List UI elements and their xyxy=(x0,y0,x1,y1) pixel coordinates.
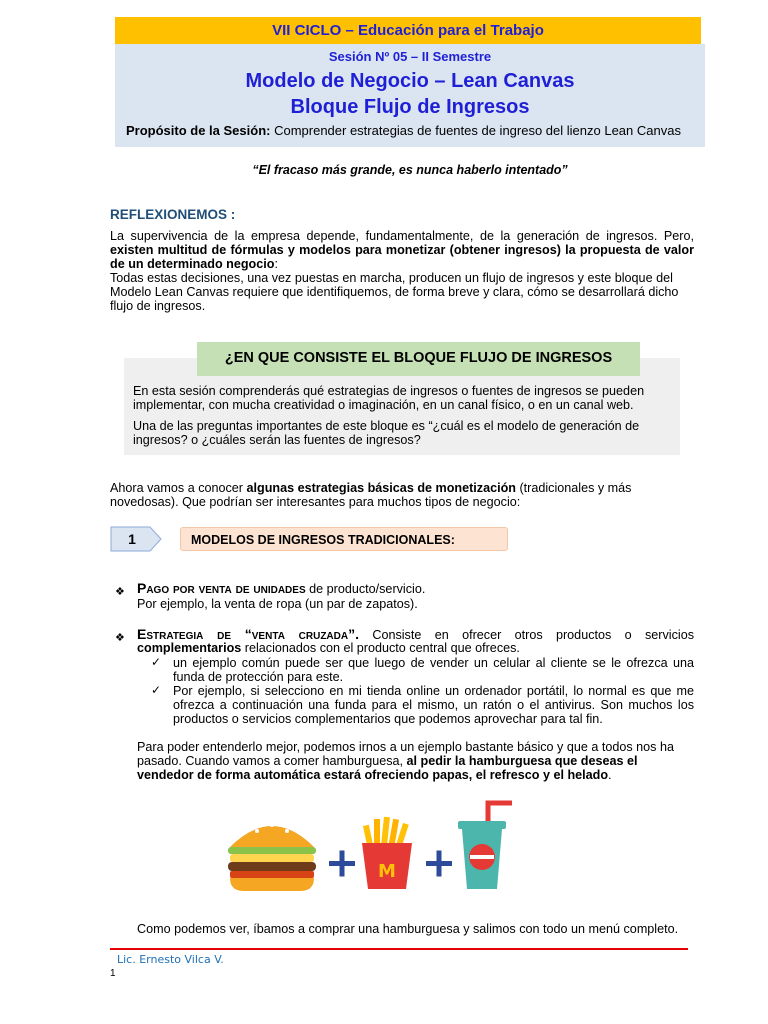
reflect-text: La supervivencia de la empresa depende, fundamentalmente, de la generación de ingresos. Pero, xyxy=(110,229,694,243)
page-subtitle: Bloque Flujo de Ingresos xyxy=(290,96,530,118)
page-number: 1 xyxy=(110,968,116,979)
intro-bold: algunas estrategias básicas de monetización xyxy=(246,481,516,495)
plus-icon xyxy=(426,851,452,877)
block-title: ¿EN QUE CONSISTE EL BLOQUE FLUJO DE INGRESOS xyxy=(197,342,640,376)
item2-title: Estrategia de “venta cruzada”. xyxy=(137,626,359,642)
example-paragraph xyxy=(137,740,694,783)
item-unit-sales xyxy=(137,581,697,596)
conclusion-text: Como podemos ver, íbamos a comprar una hamburguesa y salimos con todo un menú completo. xyxy=(137,922,679,936)
item1-text: de producto/servicio. xyxy=(305,582,426,596)
check-item-1: un ejemplo común puede ser que luego de vender un celular al cliente se le ofrezca una funda de protección para este. xyxy=(173,656,694,685)
author-signature: Lic. Ernesto Vilca V. xyxy=(117,953,224,966)
cycle-banner: VII CICLO – Educación para el Trabajo xyxy=(115,17,701,44)
combo-illustration xyxy=(222,795,522,895)
purpose-text: Comprender estrategias de fuentes de ingreso del lienzo Lean Canvas xyxy=(270,123,681,138)
check-icon: ✓ xyxy=(151,683,162,697)
check-icon: ✓ xyxy=(151,655,162,669)
reflect-bold: existen multitud de fórmulas y modelos para monetizar (obtener ingresos) la propuesta de valor de un determinado negocio xyxy=(110,243,694,272)
reflect-paragraph-2: Todas estas decisiones, una vez puestas en marcha, producen un flujo de ingresos y este bloque del Modelo Lean Canvas requiere que identifiquemos, de forma breve y clara, cómo se desarrollará dicho flujo de ingresos. xyxy=(110,271,679,314)
item1-title: Pago por venta de unidades xyxy=(137,580,306,596)
drink-icon xyxy=(458,803,512,889)
quote: “El fracaso más grande, es nunca haberlo intentado” xyxy=(252,163,568,177)
item2-line2 xyxy=(137,641,520,655)
svg-text:M: M xyxy=(378,861,396,882)
diamond-bullet-icon: ❖ xyxy=(115,632,125,644)
footer-divider xyxy=(110,948,688,950)
fries-icon xyxy=(362,817,412,889)
intro-paragraph xyxy=(110,481,694,495)
session-purpose xyxy=(126,123,681,138)
reflect-paragraph-1 xyxy=(110,229,694,272)
item2-text: Consiste en ofrecer otros productos o servicios xyxy=(359,628,694,642)
item-cross-selling xyxy=(137,627,694,642)
diamond-bullet-icon: ❖ xyxy=(115,586,125,598)
reflect-heading: REFLEXIONEMOS : xyxy=(110,207,236,222)
plus-icon xyxy=(329,851,355,877)
item2-text-2: relacionados con el producto central que ofreces. xyxy=(241,641,520,655)
intro-text: Ahora vamos a conocer xyxy=(110,481,247,495)
example-punct: . xyxy=(608,768,612,783)
session-label: Sesión Nº 05 – II Semestre xyxy=(328,49,492,64)
burger-icon xyxy=(228,823,316,891)
page-title: Modelo de Negocio – Lean Canvas xyxy=(245,70,575,92)
block-paragraph-2: Una de las preguntas importantes de este bloque es “¿cuál es el modelo de generación de ingresos? o ¿cuáles serán las fuentes de ingresos? xyxy=(133,419,640,448)
intro-paragraph-cont: novedosas). Que podrían ser interesantes para muchos tipos de negocio: xyxy=(110,495,521,509)
purpose-label: Propósito de la Sesión: xyxy=(126,123,271,138)
item1-example: Por ejemplo, la venta de ropa (un par de zapatos). xyxy=(137,597,418,611)
example-bold: al pedir la hamburguesa que deseas el vendedor de forma automática estará ofreciendo papas, el refresco y el helado xyxy=(137,754,638,783)
block-paragraph-1: En esta sesión comprenderás qué estrategias de ingresos o fuentes de ingresos se pueden implementar, con mucha creatividad o imaginación, en un canal físico, o en un canal web. xyxy=(133,384,645,413)
section-number: 1 xyxy=(128,531,136,547)
section-title: MODELOS DE INGRESOS TRADICIONALES: xyxy=(180,527,508,551)
check-item-2: Por ejemplo, si selecciono en mi tienda online un ordenador portátil, lo normal es que me ofrezca a continuación una funda para el mismo, un ratón o el antivirus. Son muchos los productos o servicios complementarios que podemos aprovechar para tal fin. xyxy=(173,684,694,727)
example-text: Para poder entenderlo mejor, podemos irnos a un ejemplo bastante básico y que a todos nos ha pasado. Cuando vamos a comer hamburguesa, xyxy=(137,740,674,769)
item2-bold: complementarios xyxy=(137,641,242,655)
intro-text-2: (tradicionales y más xyxy=(515,481,632,495)
reflect-punct: : xyxy=(274,257,278,272)
